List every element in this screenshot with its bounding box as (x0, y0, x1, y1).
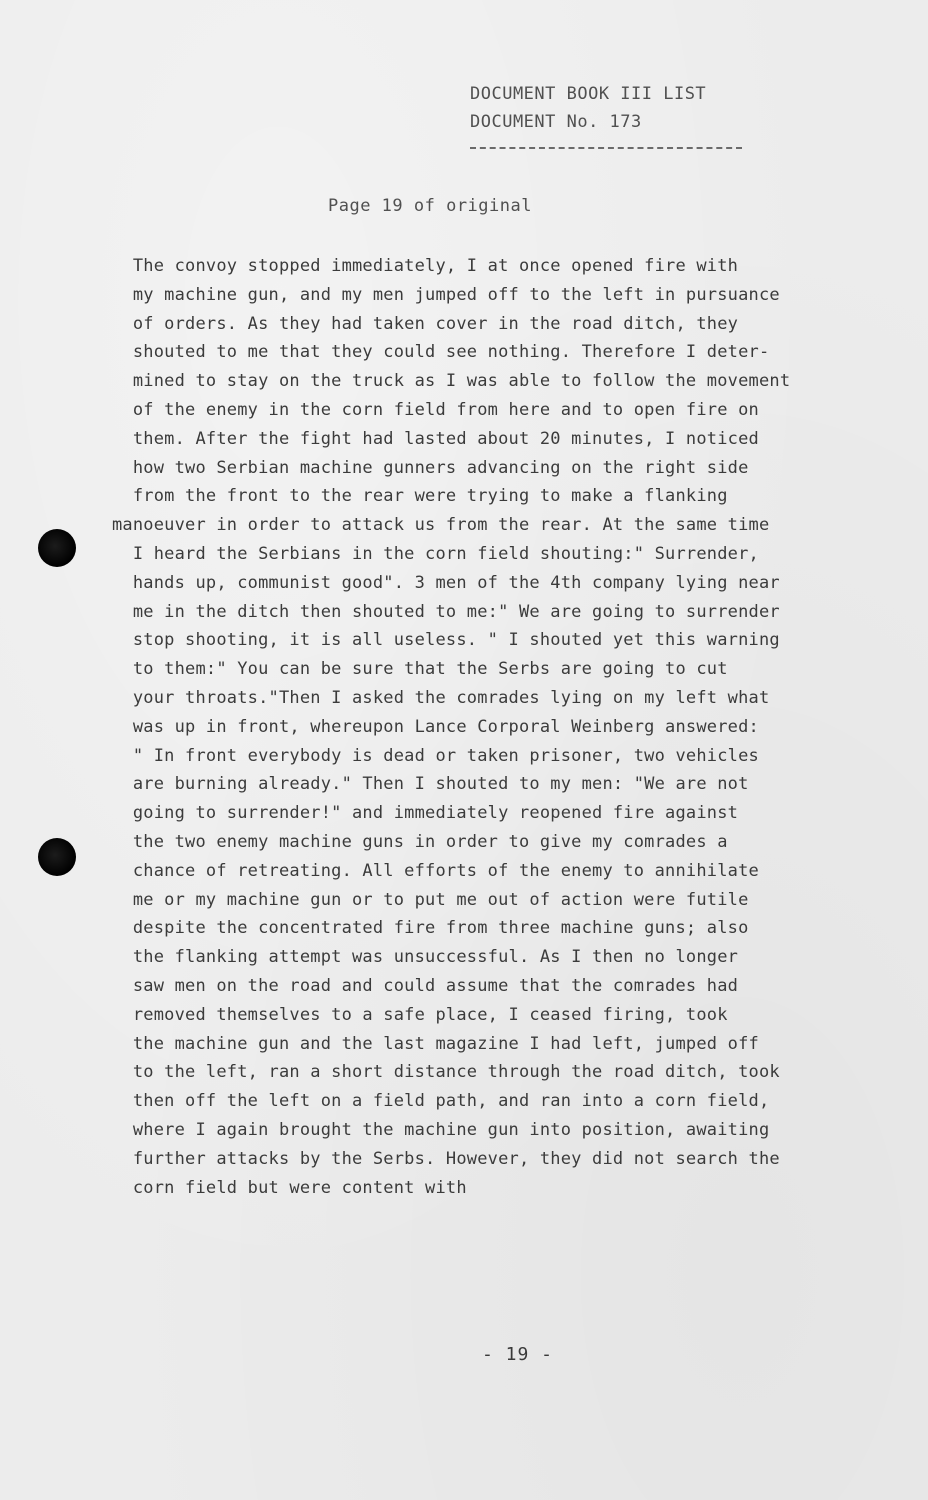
body-line: the machine gun and the last magazine I had left, jumped off (112, 1033, 759, 1054)
document-body (112, 252, 882, 1202)
body-line: my machine gun, and my men jumped off to the left in pursuance (112, 284, 780, 305)
body-line: manoeuver in order to attack us from the rear. At the same time (112, 515, 770, 536)
body-line: going to surrender!" and immediately reopened fire against (112, 803, 739, 824)
body-line: hands up, communist good". 3 men of the 4th company lying near (112, 572, 780, 593)
document-number-label: DOCUMENT No. 173 (470, 112, 642, 132)
body-line: mined to stay on the truck as I was able to follow the movement (112, 371, 791, 392)
page-reference: Page 19 of original (328, 196, 532, 216)
body-line: them. After the fight had lasted about 20 minutes, I noticed (112, 428, 759, 449)
body-line: me or my machine gun or to put me out of action were futile (112, 889, 749, 910)
body-line: where I again brought the machine gun into position, awaiting (112, 1119, 770, 1140)
body-line: of the enemy in the corn field from here and to open fire on (112, 399, 759, 420)
body-line: The convoy stopped immediately, I at once opened fire with (112, 256, 739, 276)
body-line: me in the ditch then shouted to me:" We are going to surrender (112, 601, 780, 622)
body-line: saw men on the road and could assume that the comrades had (112, 975, 739, 996)
body-line: further attacks by the Serbs. However, they did not search the (112, 1148, 780, 1169)
document-header (470, 80, 706, 136)
body-line: the two enemy machine guns in order to give my comrades a (112, 831, 728, 852)
page-number: - 19 - (482, 1344, 554, 1365)
body-line: chance of retreating. All efforts of the enemy to annihilate (112, 860, 759, 881)
body-line: despite the concentrated fire from three machine guns; also (112, 918, 749, 939)
document-book-list-label: DOCUMENT BOOK III LIST (470, 84, 707, 104)
body-line: stop shooting, it is all useless. " I shouted yet this warning (112, 630, 780, 651)
body-line: are burning already." Then I shouted to my men: "We are not (112, 774, 749, 795)
body-line: to the left, ran a short distance through the road ditch, took (112, 1062, 780, 1083)
body-line: I heard the Serbians in the corn field shouting:" Surrender, (112, 543, 759, 564)
body-line: " In front everybody is dead or taken prisoner, two vehicles (112, 745, 759, 766)
punch-hole-bottom (38, 838, 76, 876)
body-line: the flanking attempt was unsuccessful. As I then no longer (112, 947, 739, 968)
body-line: then off the left on a field path, and ran into a corn field, (112, 1091, 770, 1112)
body-line: from the front to the rear were trying to make a flanking (112, 486, 728, 507)
body-line: corn field but were content with (112, 1177, 467, 1198)
body-line: shouted to me that they could see nothing. Therefore I deter- (112, 342, 770, 363)
body-line: removed themselves to a safe place, I ceased firing, took (112, 1004, 728, 1025)
body-line: of orders. As they had taken cover in the road ditch, they (112, 313, 739, 334)
body-line: your throats."Then I asked the comrades lying on my left what (112, 687, 770, 708)
body-line: was up in front, whereupon Lance Corporal Weinberg answered: (112, 716, 759, 737)
header-divider (470, 147, 742, 149)
body-line: to them:" You can be sure that the Serbs are going to cut (112, 659, 728, 680)
punch-hole-top (38, 529, 76, 567)
body-line: how two Serbian machine gunners advancing on the right side (112, 457, 749, 478)
